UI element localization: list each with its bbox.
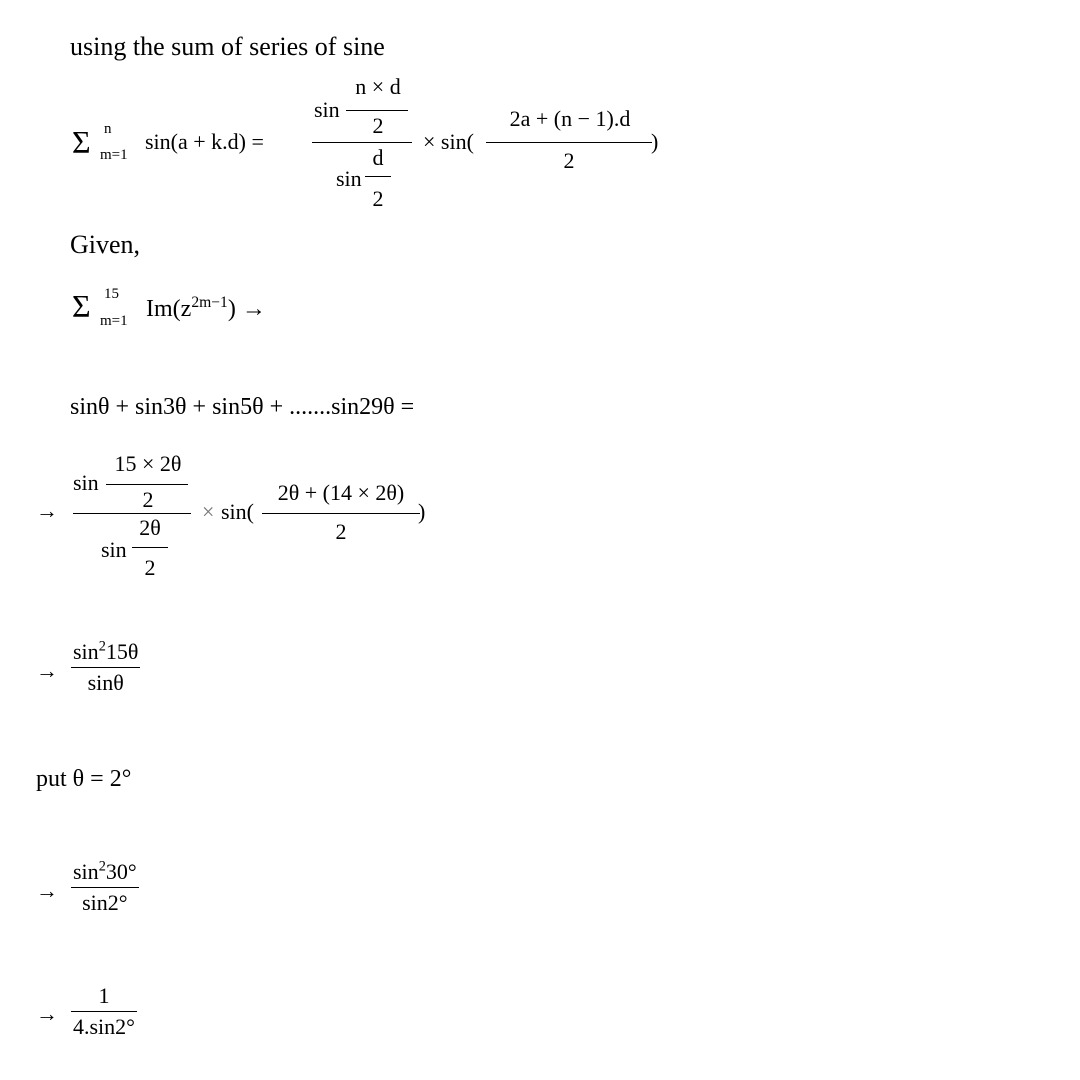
series-line: sinθ + sin3θ + sin5θ + .......sin29θ = bbox=[70, 394, 415, 420]
step-2-numerator-suffix: 15θ bbox=[105, 639, 139, 664]
denominator-inner-numerator: d bbox=[372, 145, 384, 170]
intro-text: using the sum of series of sine bbox=[70, 32, 385, 61]
step-3-numerator-suffix: 30° bbox=[105, 859, 137, 884]
step-3-arrow: → bbox=[36, 878, 58, 903]
argument-bar bbox=[486, 142, 652, 143]
step-4-fraction-bar bbox=[71, 1011, 137, 1012]
argument-close-paren: ) bbox=[651, 129, 659, 154]
given-expression-prefix: Im(z bbox=[146, 296, 192, 322]
argument-denominator: 2 bbox=[563, 148, 575, 173]
step-1-argument-numerator: 2θ + (14 × 2θ) bbox=[277, 480, 405, 505]
summation-lower-limit: m=1 bbox=[100, 147, 128, 163]
step-1-denominator-inner-numerator: 2θ bbox=[139, 515, 161, 540]
step-3-numerator-power: 2 bbox=[98, 858, 106, 875]
given-label: Given, bbox=[70, 230, 141, 259]
argument-numerator: 2a + (n − 1).d bbox=[509, 106, 631, 131]
step-1-argument-denominator: 2 bbox=[335, 519, 347, 544]
given-expression-power: 2m−1 bbox=[191, 294, 228, 311]
step-3-numerator-prefix: sin bbox=[73, 859, 99, 884]
step-3-denominator: sin2° bbox=[82, 890, 128, 915]
step-2-fraction-bar bbox=[71, 667, 140, 668]
formula-lhs: sin(a + k.d) = bbox=[145, 129, 264, 154]
step-4-arrow: → bbox=[36, 1001, 58, 1026]
given-summation-upper: 15 bbox=[104, 286, 119, 302]
step-1-denominator-sin: sin bbox=[101, 537, 127, 562]
step-2-numerator-power: 2 bbox=[98, 638, 106, 655]
put-theta-line: put θ = 2° bbox=[36, 766, 132, 792]
step-2-numerator-prefix: sin bbox=[73, 639, 99, 664]
numerator-inner-denominator: 2 bbox=[372, 113, 384, 138]
given-summation-lower: m=1 bbox=[100, 313, 128, 329]
summation-symbol: Σ bbox=[72, 124, 91, 160]
times-sin-open: × sin( bbox=[423, 129, 474, 154]
step-1-sin-open: sin( bbox=[221, 499, 254, 524]
step-1-numerator-inner-bar bbox=[106, 484, 188, 485]
step-1-numerator-inner-numerator: 15 × 2θ bbox=[114, 451, 182, 476]
step-2-denominator: sinθ bbox=[87, 670, 124, 695]
step-1-argument-bar bbox=[262, 513, 420, 514]
given-expression-suffix: ) → bbox=[227, 296, 266, 322]
denominator-inner-bar bbox=[365, 176, 391, 177]
step-2-arrow: → bbox=[36, 658, 58, 683]
numerator-inner-numerator: n × d bbox=[355, 74, 401, 99]
given-summation-symbol: Σ bbox=[72, 288, 91, 324]
step-1-numerator-inner-denominator: 2 bbox=[142, 487, 154, 512]
denominator-inner-denominator: 2 bbox=[372, 186, 384, 211]
step-1-main-bar bbox=[73, 513, 191, 514]
main-fraction-bar bbox=[312, 142, 412, 143]
step-3-fraction-bar bbox=[71, 887, 139, 888]
denominator-sin: sin bbox=[336, 166, 362, 191]
summation-upper-limit: n bbox=[104, 121, 112, 137]
step-1-times: × bbox=[202, 499, 215, 524]
step-1-close-paren: ) bbox=[418, 499, 426, 524]
step-1-numerator-sin: sin bbox=[73, 470, 99, 495]
step-4-denominator: 4.sin2° bbox=[73, 1014, 135, 1039]
numerator-sin: sin bbox=[314, 97, 340, 122]
step-3-fraction bbox=[71, 858, 139, 915]
step-4-numerator: 1 bbox=[98, 983, 110, 1008]
step-4-fraction bbox=[71, 985, 137, 1038]
step-1-denominator-inner-bar bbox=[132, 547, 168, 548]
step-1-arrow: → bbox=[36, 498, 58, 523]
step-2-fraction bbox=[71, 638, 140, 695]
numerator-inner-bar bbox=[346, 110, 408, 111]
step-1-denominator-inner-denominator: 2 bbox=[144, 555, 156, 580]
